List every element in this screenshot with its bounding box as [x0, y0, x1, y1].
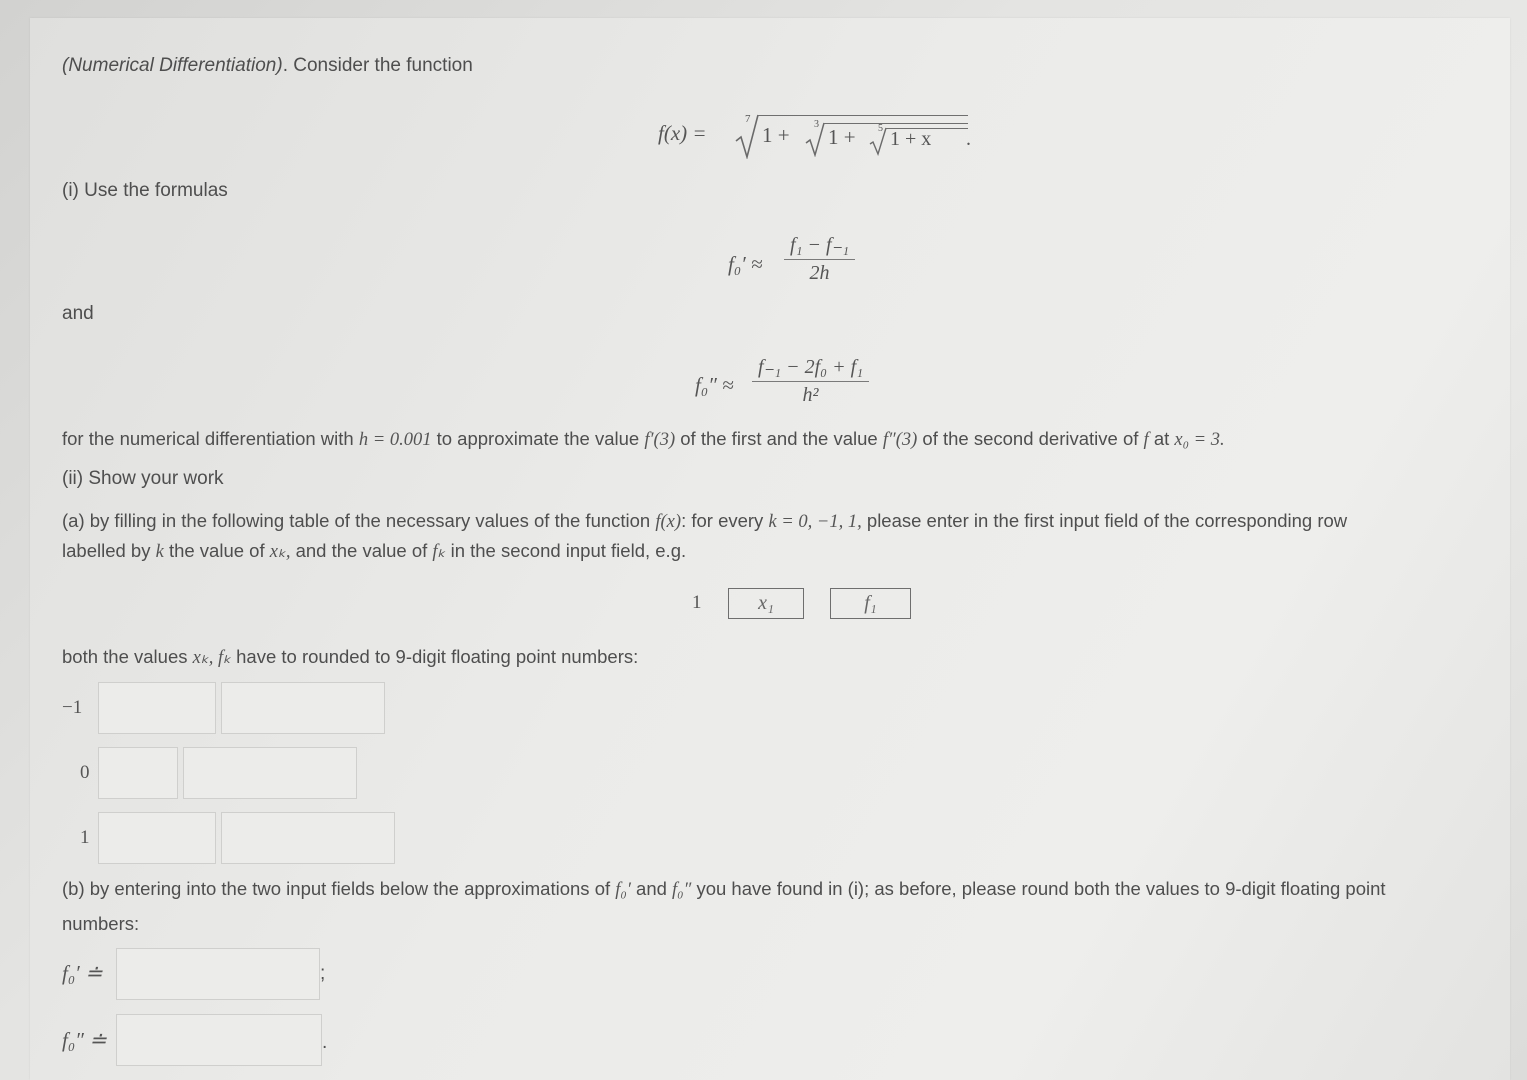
row-label-0: 0 — [80, 762, 90, 783]
part-a-fk: fₖ — [432, 542, 446, 562]
root-bar-mid — [824, 123, 968, 124]
task-mid3: of the second derivative of — [922, 428, 1139, 449]
function-lhs: f(x) = — [658, 121, 707, 145]
f-input-1[interactable] — [221, 812, 395, 864]
intro-text: . Consider the function — [282, 55, 473, 76]
topic-label: (Numerical Differentiation) — [62, 55, 283, 76]
answer-suffix-f0p: ; — [320, 963, 326, 984]
row-label-1: 1 — [80, 827, 90, 848]
part-a-line2-pre: labelled by — [62, 540, 151, 561]
part-a-k: k — [155, 542, 164, 562]
f0p-input[interactable] — [116, 948, 320, 1000]
part-a-xk: xₖ, — [269, 542, 291, 562]
example-k: 1 — [692, 592, 702, 613]
rounding-note-pre: both the values — [62, 646, 188, 667]
x-input-1[interactable] — [98, 812, 216, 864]
part-b-line2: numbers: — [62, 913, 140, 934]
answer-label-f0pp: f₀″ ≐ — [62, 1028, 107, 1052]
part-a-line2-mid2: and the value of — [295, 540, 428, 561]
part-a-line1 — [62, 510, 1347, 533]
intro-line — [62, 55, 473, 77]
formula2-numerator: f₋₁ − 2f₀ + f₁ — [752, 354, 869, 382]
formula2-fraction — [752, 354, 869, 407]
task-mid2: of the first and the value — [680, 428, 878, 449]
formula1-fraction — [784, 232, 855, 285]
f-input-0[interactable] — [183, 747, 357, 799]
task-at: at — [1153, 428, 1170, 449]
part-a-mid: : for every — [681, 510, 764, 531]
part-ii-label: (ii) Show your work — [62, 468, 224, 489]
formula2-denominator: h² — [802, 384, 819, 406]
part-a-k-values: k = 0, −1, 1, — [768, 512, 862, 532]
part-i-label: (i) Use the formulas — [62, 180, 228, 201]
row-label-minus1: −1 — [62, 697, 83, 718]
term-a: 1 + — [762, 123, 790, 147]
f0pp-input[interactable] — [116, 1014, 322, 1066]
task-h: h = 0.001 — [358, 430, 432, 450]
part-b-pre: (b) by entering into the two input fields below the approximations of — [62, 878, 611, 899]
part-a-line2 — [62, 540, 686, 563]
part-a-fx: f(x) — [655, 512, 682, 532]
answer-suffix-f0pp: . — [322, 1032, 328, 1053]
part-b-f0p: f₀′ — [615, 880, 631, 900]
part-a-line2-mid: the value of — [168, 540, 265, 561]
term-b: 1 + — [828, 125, 856, 149]
term-c: 1 + x — [890, 128, 932, 150]
f-input-minus1[interactable] — [221, 682, 385, 734]
x-input-0[interactable] — [98, 747, 178, 799]
task-fpp3: f″(3) — [882, 430, 918, 450]
root-index-outer: 7 — [745, 113, 751, 125]
example-x-box: x₁ — [728, 588, 804, 619]
x-input-minus1[interactable] — [98, 682, 216, 734]
root-index-mid: 3 — [814, 119, 819, 130]
rounding-note-post: have to rounded to 9-digit floating point numbers: — [236, 646, 639, 667]
task-x0: x₀ = 3. — [1174, 430, 1225, 450]
formula2-lhs: f₀″ ≈ — [695, 373, 734, 397]
task-pre: for the numerical differentiation with — [62, 428, 354, 449]
part-a-pre: (a) by filling in the following table of the necessary values of the function — [62, 510, 651, 531]
part-b-and: and — [636, 878, 667, 899]
formula1-numerator: f₁ − f₋₁ — [784, 232, 855, 260]
task-fp3: f′(3) — [644, 430, 676, 450]
and-label: and — [62, 303, 94, 324]
part-a-line2-post: in the second input field, e.g. — [450, 540, 687, 561]
example-f-box: f₁ — [830, 588, 911, 619]
rounding-note — [62, 646, 638, 669]
formula-period: . — [966, 128, 971, 150]
function-formula — [658, 113, 988, 163]
formula1-lhs: f₀′ ≈ — [728, 252, 763, 276]
rounding-note-vars: xₖ, fₖ — [192, 648, 231, 668]
task-f: f — [1143, 430, 1149, 450]
root-index-inner: 5 — [878, 123, 883, 134]
part-b-post: you have found in (i); as before, please round both the values to 9-digit floating point — [696, 878, 1386, 899]
task-mid1: to approximate the value — [436, 428, 640, 449]
part-b-line1 — [62, 878, 1386, 901]
part-a-post: please enter in the first input field of the corresponding row — [866, 510, 1348, 531]
question-page — [30, 18, 1510, 1080]
task-line — [62, 428, 1225, 451]
answer-label-f0p: f₀′ ≐ — [62, 961, 103, 985]
root-bar-outer — [758, 115, 968, 116]
formula1-denominator: 2h — [809, 262, 830, 284]
part-b-f0pp: f₀″ — [672, 880, 692, 900]
